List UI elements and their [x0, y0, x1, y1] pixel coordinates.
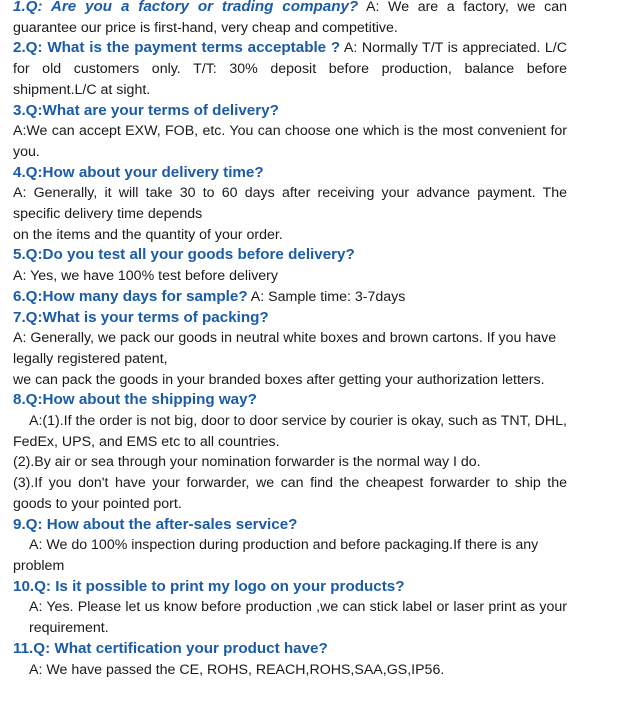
faq-question-1: 1.Q: Are you a factory or trading company? — [13, 0, 359, 15]
faq-item-1 — [13, 0, 567, 38]
faq-answer-8-line-2: (2).By air or sea through your nomination forwarder is the normal way I do. — [13, 454, 481, 471]
faq-question-5: 5.Q:Do you test all your goods before delivery? — [13, 246, 355, 264]
faq-question-8: 8.Q:How about the shipping way? — [13, 391, 257, 409]
faq-item-6 — [13, 287, 567, 308]
faq-list — [13, 0, 567, 680]
faq-question-7: 7.Q:What is your terms of packing? — [13, 308, 269, 326]
faq-answer-4: A: Generally, it will take 30 to 60 days after receiving your advance payment. The specific delivery time depends — [13, 185, 567, 223]
faq-item-2 — [13, 38, 567, 100]
faq-question-4: 4.Q:How about your delivery time? — [13, 163, 264, 181]
faq-answer-8-line-3: (3).If you don't have your forwarder, we can find the cheapest forwarder to ship the goods to your pointed port. — [13, 475, 567, 512]
faq-answer-4-line-2: on the items and the quantity of your order. — [13, 226, 283, 243]
faq-answer-8: A:(1).If the order is not big, door to door service by courier is okay, such as TNT, DHL, FedEx, UPS, and EMS etc to all countries. — [13, 413, 567, 450]
faq-question-3: 3.Q:What are your terms of delivery? — [13, 101, 279, 119]
faq-answer-9: A: We do 100% inspection during production and before packaging.If there is any problem — [13, 537, 539, 574]
faq-answer-10: A: Yes. Please let us know before production ,we can stick label or laser print as your requirement. — [29, 599, 567, 637]
faq-question-6: 6.Q:How many days for sample? — [13, 287, 248, 305]
faq-answer-3: A:We can accept EXW, FOB, etc. You can choose one which is the most convenient for you. — [13, 123, 567, 160]
faq-answer-1: A: We are a factory, we can guarantee our price is first-hand, very cheap and competitive. — [13, 0, 568, 36]
faq-question-2: 2.Q: What is the payment terms acceptable ? — [13, 39, 341, 57]
faq-answer-7: A: Generally, we pack our goods in neutral white boxes and brown cartons. If you have legally registered patent, — [13, 330, 557, 367]
faq-answer-6: A: Sample time: 3-7days — [247, 288, 406, 305]
faq-answer-11: A: We have passed the CE, ROHS, REACH,ROHS,SAA,GS,IP56. — [29, 661, 445, 678]
faq-question-9: 9.Q: How about the after-sales service? — [13, 515, 298, 533]
faq-question-10: 10.Q: Is it possible to print my logo on your products? — [13, 577, 405, 595]
faq-answer-7-line-2: we can pack the goods in your branded boxes after getting your authorization letters. — [13, 371, 545, 388]
faq-answer-2: A: Normally T/T is appreciated. L/C for old customers only. T/T: 30% deposit before production, balance before shipment.L/C at sight. — [13, 40, 567, 98]
faq-question-11: 11.Q: What certification your product have? — [13, 639, 328, 657]
faq-answer-5: A: Yes, we have 100% test before delivery — [13, 268, 278, 285]
